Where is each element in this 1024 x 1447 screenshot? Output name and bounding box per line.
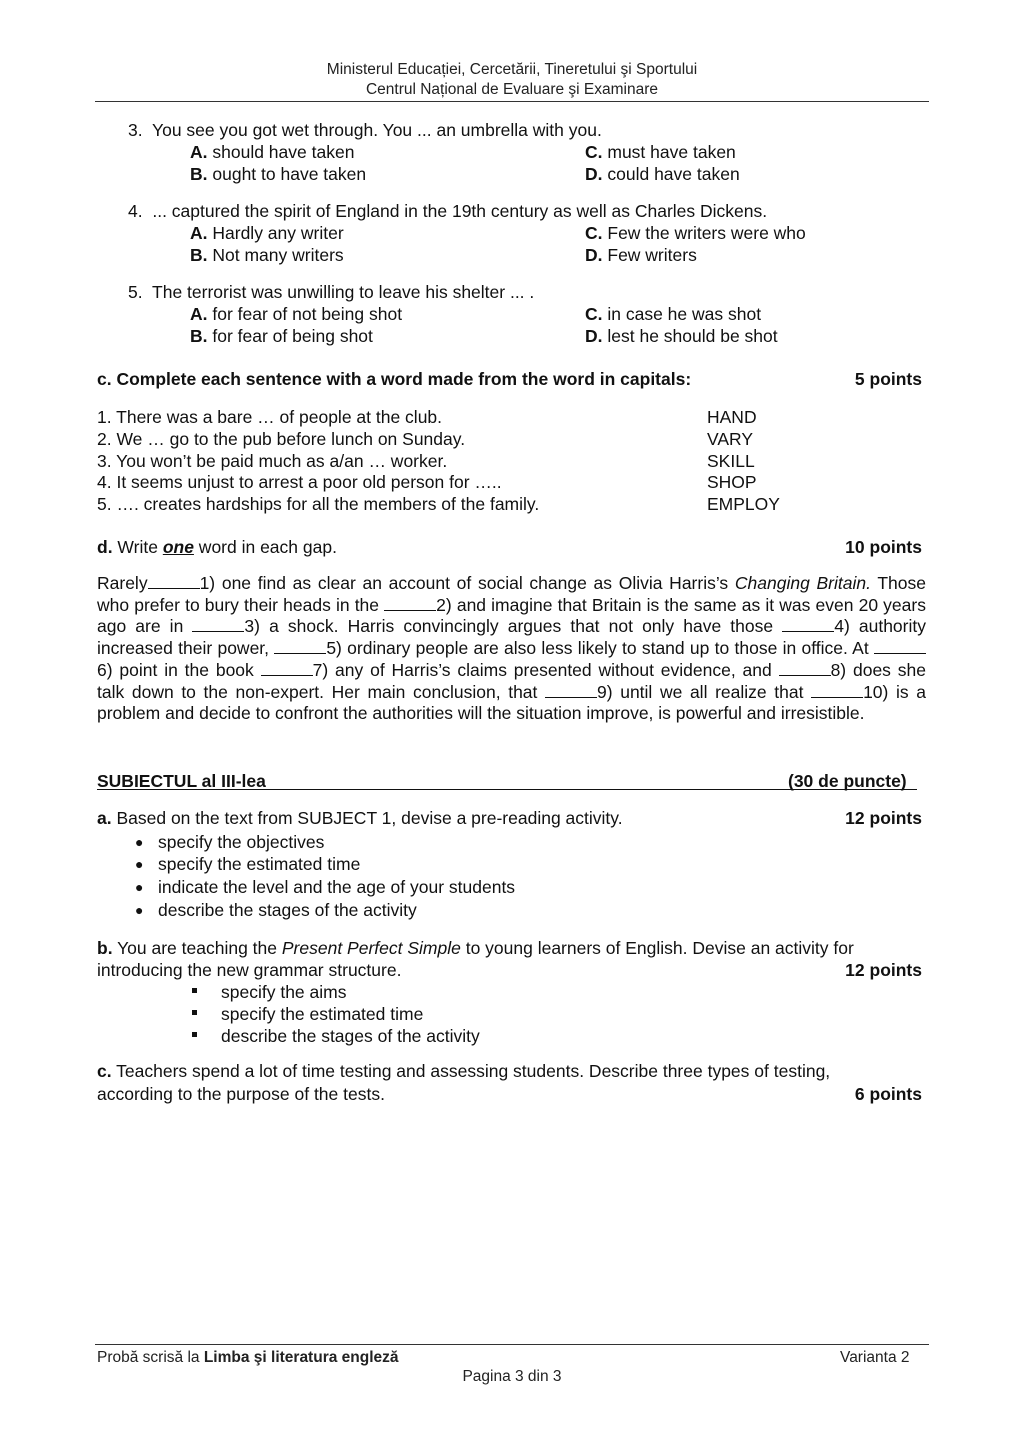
task-a-bullet: specify the objectives (158, 832, 325, 852)
bullet-icon: ● (135, 834, 144, 850)
task-b-bullet: specify the estimated time (221, 1004, 424, 1024)
task-a-bullet: indicate the level and the age of your students (158, 877, 516, 897)
option-3d: D. could have taken (585, 164, 740, 184)
subject-3-title: SUBIECTUL al III-lea (97, 771, 266, 791)
square-bullet-icon (192, 1010, 197, 1015)
option-5b: B. for fear of being shot (190, 326, 373, 346)
option-3c: C. must have taken (585, 142, 736, 162)
option-5c: C. in case he was shot (585, 304, 762, 324)
section-c-sentence: 1. There was a bare … of people at the club. (97, 407, 443, 427)
question-number: 4. (128, 201, 143, 221)
bullet-icon: ● (135, 879, 144, 895)
question-3 (128, 119, 602, 141)
task-b-line2: introducing the new grammar structure. (97, 960, 402, 980)
footer-variant: Varianta 2 (840, 1349, 910, 1366)
footer-page-number: Pagina 3 din 3 (462, 1368, 562, 1385)
gap-blank[interactable] (384, 596, 436, 611)
question-5 (128, 281, 534, 303)
section-c-title: c. Complete each sentence with a word made from the word in capitals: (97, 369, 692, 389)
section-c-word: EMPLOY (707, 494, 780, 514)
task-a-points: 12 points (845, 808, 922, 828)
option-4d: D. Few writers (585, 245, 697, 265)
question-4 (128, 200, 767, 222)
section-d-title: d. Write one word in each gap. (97, 537, 337, 557)
section-c-points: 5 points (854, 369, 922, 389)
gap-blank[interactable] (192, 617, 244, 632)
section-c-word: SKILL (707, 451, 755, 471)
task-c-line1: c. Teachers spend a lot of time testing and assessing students. Describe three types of testing, (97, 1061, 831, 1081)
option-5d: D. lest he should be shot (585, 326, 778, 346)
option-4b: B. Not many writers (190, 245, 344, 265)
bullet-icon: ● (135, 902, 144, 918)
cloze-passage: Rarely 1) one find as clear an account of social change as Olivia Harris’s Changing Britain. Those who prefer to bury their heads in the 2) and imagine that Britain is the same as it was even 20 years ago are in 3) a shock. Harris convincingly argues that not only have those 4) authority increased their power, 5) ordinary people are also less likely to stand up to those in office. At 6) point in the book 7) any of Harris’s claims presented without evidence, and 8) does she talk down to the non-expert. Her main conclusion, that 9) until we all realize that 10) is a problem and decide to confront the authorities will the situation improve, is powerful and irresistible. (97, 573, 926, 724)
gap-blank[interactable] (874, 639, 926, 654)
gap-blank[interactable] (782, 617, 834, 632)
task-b-bullet: describe the stages of the activity (221, 1026, 480, 1046)
page-header (95, 60, 929, 100)
question-number: 3. (128, 120, 143, 140)
section-c-word: VARY (707, 429, 754, 449)
section-c-word: HAND (707, 407, 757, 427)
option-3b: B. ought to have taken (190, 164, 367, 184)
task-b-line1: b. You are teaching the Present Perfect Simple to young learners of English. Devise an activity for (97, 938, 854, 958)
option-4a: A. Hardly any writer (190, 223, 344, 243)
section-c-sentence: 5. …. creates hardships for all the members of the family. (97, 494, 540, 514)
task-b-bullet: specify the aims (221, 982, 347, 1002)
header-center: Centrul Național de Evaluare şi Examinare (365, 81, 659, 98)
task-a: a. Based on the text from SUBJECT 1, devise a pre-reading activity. (97, 808, 623, 828)
section-c-word: SHOP (707, 472, 757, 492)
footer-divider (95, 1344, 929, 1345)
gap-blank[interactable] (779, 661, 831, 676)
option-3a: A. should have taken (190, 142, 355, 162)
section-c-sentence: 4. It seems unjust to arrest a poor old person for ….. (97, 472, 502, 492)
question-stem: The terrorist was unwilling to leave his shelter ... . (152, 282, 535, 302)
subject-3-points: (30 de puncte) (788, 771, 907, 791)
subject-3-underline (97, 789, 917, 790)
bullet-icon: ● (135, 856, 144, 872)
section-d-points: 10 points (845, 537, 922, 557)
square-bullet-icon (192, 1032, 197, 1037)
question-number: 5. (128, 282, 143, 302)
question-stem: ... captured the spirit of England in the 19th century as well as Charles Dickens. (152, 201, 768, 221)
task-c-points: 6 points (854, 1084, 922, 1104)
square-bullet-icon (192, 988, 197, 993)
task-b-points: 12 points (845, 960, 922, 980)
question-stem: You see you got wet through. You ... an umbrella with you. (152, 120, 602, 140)
task-c-line2: according to the purpose of the tests. (97, 1084, 385, 1104)
gap-blank[interactable] (811, 683, 863, 698)
section-c-sentence: 3. You won’t be paid much as a/an … worker. (97, 451, 448, 471)
option-4c: C. Few the writers were who (585, 223, 806, 243)
section-c-sentence: 2. We … go to the pub before lunch on Sunday. (97, 429, 466, 449)
header-divider (95, 101, 929, 102)
footer-exam-title: Probă scrisă la Limba şi literatura engleză (97, 1349, 399, 1366)
gap-blank[interactable] (261, 661, 313, 676)
option-5a: A. for fear of not being shot (190, 304, 403, 324)
task-a-bullet: describe the stages of the activity (158, 900, 417, 920)
gap-blank[interactable] (274, 639, 326, 654)
gap-blank[interactable] (545, 683, 597, 698)
gap-blank[interactable] (148, 574, 200, 589)
header-ministry: Ministerul Educației, Cercetării, Tineretului şi Sportului (326, 61, 698, 78)
task-a-bullet: specify the estimated time (158, 854, 361, 874)
